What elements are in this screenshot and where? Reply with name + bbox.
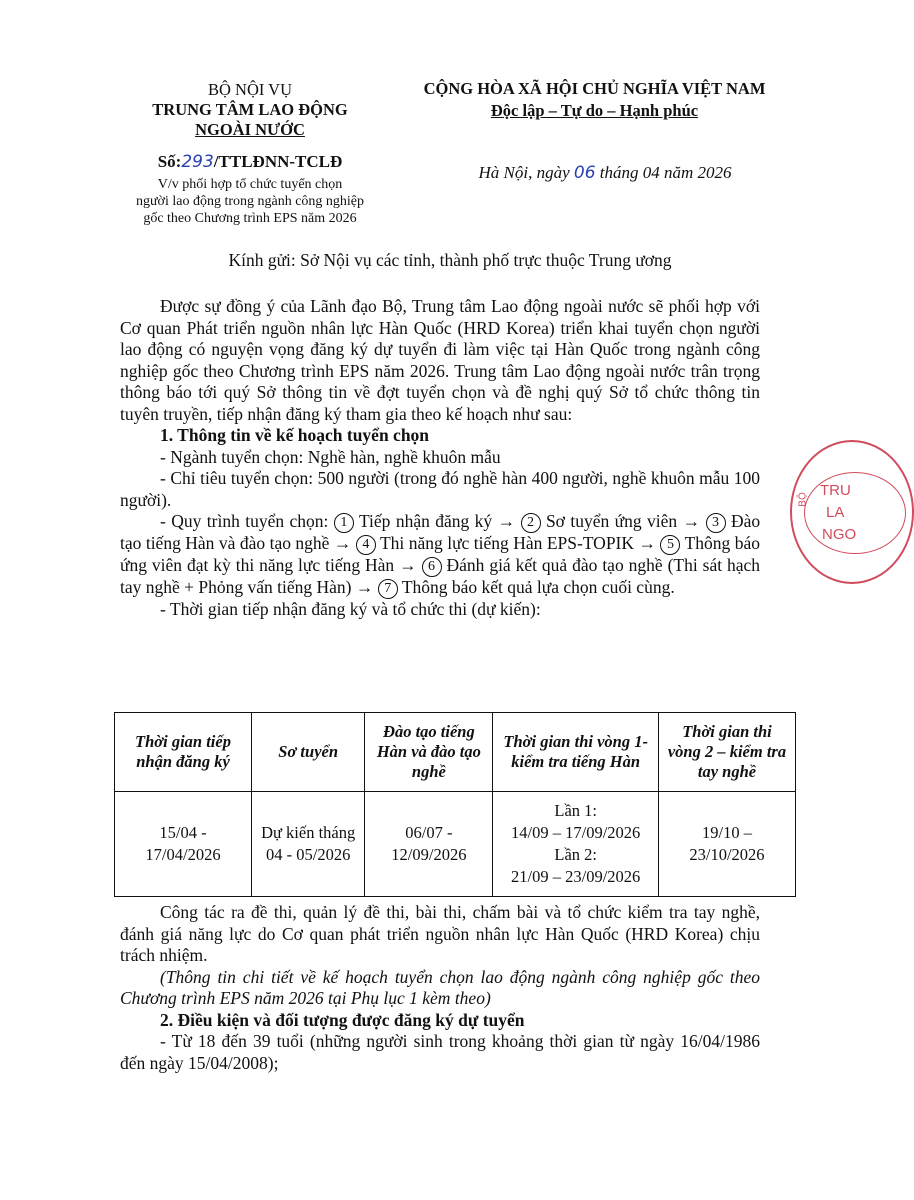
arrow: → xyxy=(333,533,352,553)
stamp-text: NGO xyxy=(822,526,857,543)
subject-line: V/v phối hợp tổ chức tuyển chọn xyxy=(157,177,343,192)
process-item xyxy=(120,511,760,599)
quota-item: - Chỉ tiêu tuyển chọn: 500 người (trong đó nghề hàn 400 người, nghề khuôn mẫu 100 người). xyxy=(120,468,760,510)
process-step: Đánh giá kết quả đào tạo nghề (Thi sát hạch tay nghề + Phỏng vấn tiếng Hàn) xyxy=(120,555,761,597)
subject-line: gốc theo Chương trình EPS năm 2026 xyxy=(143,211,357,226)
round1-label: Lần 2: xyxy=(554,845,597,864)
cell-round1 xyxy=(493,792,659,897)
subject-line: người lao động trong ngành công nghiệp xyxy=(135,194,365,209)
schedule-intro: - Thời gian tiếp nhận đăng ký và tổ chức thi (dự kiến): xyxy=(160,599,541,619)
col-header-round2: Thời gian thi vòng 2 – kiểm tra tay nghề xyxy=(658,713,795,792)
process-step: Thông báo ứng viên đạt kỳ thi năng lực tiếng Hàn xyxy=(120,533,760,575)
step-number-4: 4 xyxy=(356,535,376,555)
body-part-1 xyxy=(120,296,760,621)
stamp-side-text: BỘ xyxy=(797,492,809,507)
col-header-round1: Thời gian thi vòng 1- kiểm tra tiếng Hàn xyxy=(493,713,659,792)
round1-date: 21/09 – 23/09/2026 xyxy=(511,867,641,886)
step-number-6: 6 xyxy=(422,557,442,577)
process-step: Sơ tuyển ứng viên xyxy=(545,511,678,531)
org-name-line1: TRUNG TÂM LAO ĐỘNG xyxy=(152,100,348,119)
arrow: → xyxy=(355,577,374,597)
round1-label: Lần 1: xyxy=(554,801,597,820)
section2-heading: 2. Điều kiện và đối tượng được đăng ký dự tuyển xyxy=(160,1009,525,1030)
cell-training: 06/07 - 12/09/2026 xyxy=(365,792,493,897)
col-header-registration: Thời gian tiếp nhận đăng ký xyxy=(115,713,252,792)
date-suffix: tháng 04 năm 2026 xyxy=(599,163,732,182)
process-prefix: - Quy trình tuyển chọn: xyxy=(160,511,329,531)
col-header-training: Đào tạo tiếng Hàn và đào tạo nghề xyxy=(365,713,493,792)
ministry-name: BỘ NỘI VỤ xyxy=(207,80,293,99)
age-item: - Từ 18 đến 39 tuổi (những người sinh trong khoảng thời gian từ ngày 16/04/1986 đến ngày 15/04/2008); xyxy=(120,1031,760,1073)
step-number-1: 1 xyxy=(334,513,354,533)
cell-screening: Dự kiến tháng 04 - 05/2026 xyxy=(252,792,365,897)
recipient: Kính gửi: Sở Nội vụ các tỉnh, thành phố trực thuộc Trung ương xyxy=(228,250,672,270)
arrow: → xyxy=(497,511,516,531)
arrow: → xyxy=(399,555,417,575)
cell-round2: 19/10 – 23/10/2026 xyxy=(658,792,795,897)
arrow: → xyxy=(638,533,656,553)
doc-no-handwritten: 293 xyxy=(181,152,214,172)
doc-no-prefix: Số: xyxy=(157,152,182,171)
stamp-text: TRU xyxy=(820,482,851,499)
header-right xyxy=(412,78,777,122)
document-subject xyxy=(110,176,390,227)
appendix-note: (Thông tin chi tiết về kế hoạch tuyển chọn lao động ngành công nghiệp gốc theo Chương trình EPS năm 2026 tại Phụ lục 1 kèm theo) xyxy=(120,966,760,1008)
date-prefix: Hà Nội, ngày xyxy=(478,163,570,182)
table-header-row xyxy=(115,713,796,792)
arrow: → xyxy=(682,511,701,531)
round1-date: 14/09 – 17/09/2026 xyxy=(511,823,641,842)
schedule-table xyxy=(114,712,796,897)
official-stamp xyxy=(790,440,914,584)
process-step: Thông báo kết quả lựa chọn cuối cùng. xyxy=(401,577,675,597)
date-day-handwritten: 06 xyxy=(573,163,596,183)
issue-date xyxy=(440,163,770,183)
header-left xyxy=(110,80,390,227)
process-step: Tiếp nhận đăng ký xyxy=(358,511,493,531)
step-number-3: 3 xyxy=(706,513,726,533)
cell-registration: 15/04 - 17/04/2026 xyxy=(115,792,252,897)
country-name: CỘNG HÒA XÃ HỘI CHỦ NGHĨA VIỆT NAM xyxy=(423,79,766,98)
section1-heading: 1. Thông tin về kế hoạch tuyển chọn xyxy=(160,425,430,445)
step-number-5: 5 xyxy=(660,535,680,555)
doc-no-suffix: /TTLĐNN-TCLĐ xyxy=(213,152,343,171)
step-number-2: 2 xyxy=(521,513,541,533)
occupation-item: - Ngành tuyển chọn: Nghề hàn, nghề khuôn mẫu xyxy=(160,446,501,467)
intro-paragraph: Được sự đồng ý của Lãnh đạo Bộ, Trung tâm Lao động ngoài nước sẽ phối hợp với Cơ quan Phát triển nguồn nhân lực Hàn Quốc (HRD Korea) triển khai tuyển chọn người lao động có nguyện vọng đăng ký dự tuyển đi làm việc tại Hàn Quốc trong ngành công nghiệp gốc theo Chương trình EPS năm 2026. Trung tâm Lao động ngoài nước trân trọng thông báo tới quý Sở thông tin về đợt tuyển chọn và đề nghị quý Sở tổ chức thông tin tuyên truyền, tiếp nhận đăng ký tham gia theo kế hoạch như sau: xyxy=(120,296,760,424)
table-row xyxy=(115,792,796,897)
step-number-7: 7 xyxy=(378,579,398,599)
national-motto: Độc lập – Tự do – Hạnh phúc xyxy=(490,101,699,120)
stamp-text: LA xyxy=(826,504,845,521)
after-table-paragraph: Công tác ra đề thi, quản lý đề thi, bài thi, chấm bài và tổ chức kiểm tra tay nghề, đánh giá năng lực do Cơ quan phát triển nguồn nhân lực Hàn Quốc (HRD Korea) chịu trách nhiệm. xyxy=(120,902,760,965)
col-header-screening: Sơ tuyển xyxy=(252,713,365,792)
process-step: Thi năng lực tiếng Hàn EPS-TOPIK xyxy=(379,533,635,553)
document-number xyxy=(110,152,390,172)
process-step: Đào tạo tiếng Hàn và đào tạo nghề xyxy=(120,511,761,553)
body-part-2 xyxy=(120,902,760,1074)
org-name-line2: NGOÀI NƯỚC xyxy=(195,120,305,139)
